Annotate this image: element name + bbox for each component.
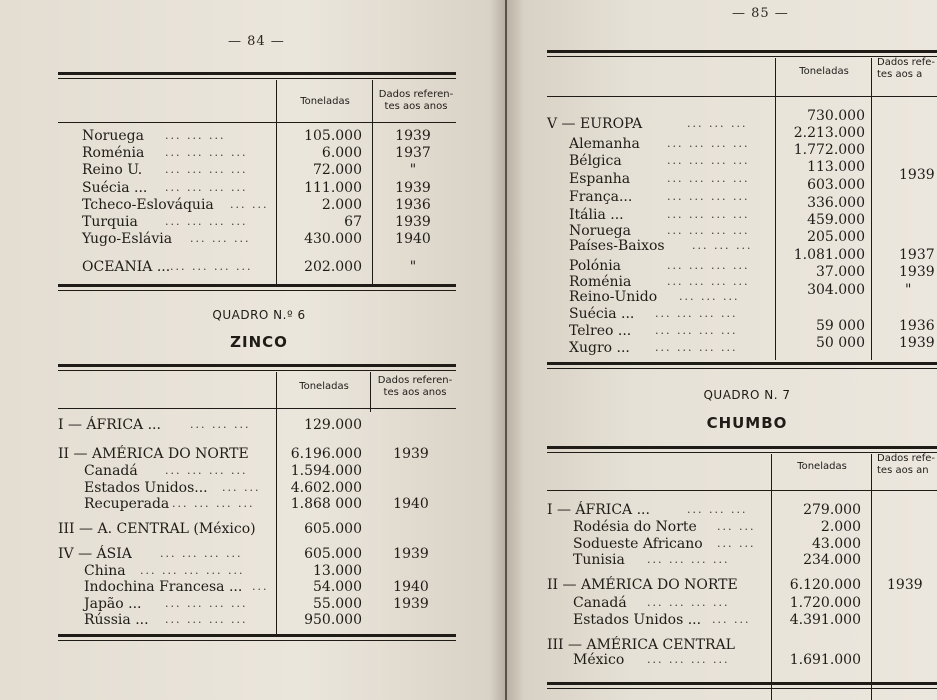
- row-year: 1940: [393, 579, 429, 595]
- row-year: 1939: [393, 546, 429, 562]
- row-year: 1939: [899, 335, 935, 351]
- row-name: Sodueste Africano: [573, 536, 703, 552]
- row-year: 1937: [899, 247, 935, 263]
- row-year: 1939: [393, 446, 429, 462]
- table-rule: [58, 634, 456, 637]
- row-year: ": [409, 162, 417, 178]
- row-year: 1939: [393, 596, 429, 612]
- row-tons: 605.000: [304, 546, 362, 562]
- row-dots: ... ... ... ...: [165, 146, 248, 159]
- row-tons: 1.594.000: [290, 463, 362, 479]
- row-year: 1939: [395, 214, 431, 230]
- row-tons: 279.000: [803, 502, 861, 518]
- column-divider: [370, 372, 371, 412]
- row-name: I — ÁFRICA ...: [58, 417, 161, 433]
- column-divider: [276, 80, 277, 285]
- row-name: Rodésia do Norte: [573, 519, 697, 535]
- row-tons: 50 000: [816, 335, 865, 351]
- row-name: I — ÁFRICA ...: [547, 502, 650, 518]
- row-dots: ...: [252, 580, 269, 593]
- row-tons: 113.000: [807, 159, 865, 175]
- table-rule: [547, 490, 937, 491]
- table-rule: [58, 72, 456, 75]
- row-dots: ... ... ... ...: [667, 224, 750, 237]
- row-year: 1940: [393, 496, 429, 512]
- row-dots: ... ... ...: [165, 129, 226, 142]
- row-name: México: [573, 652, 625, 668]
- row-name: Canadá: [84, 463, 138, 479]
- row-name: Tcheco-Eslováquia: [82, 197, 214, 213]
- row-name: Roménia: [82, 145, 145, 161]
- row-year: 1939: [887, 577, 923, 593]
- row-tons: 1.720.000: [789, 595, 861, 611]
- row-dots: ... ... ... ...: [655, 341, 738, 354]
- table-rule: [58, 408, 456, 409]
- quadro-name: CHUMBO: [706, 414, 788, 432]
- row-name: Tunisia: [573, 552, 625, 568]
- row-year: 1940: [395, 231, 431, 247]
- row-dots: ... ... ... ...: [667, 190, 750, 203]
- row-dots: ... ... ... ...: [172, 497, 255, 510]
- row-tons: 6.120.000: [789, 577, 861, 593]
- table-rule: [58, 284, 456, 287]
- row-tons: 459.000: [807, 212, 865, 228]
- row-name: Reino U.: [82, 162, 143, 178]
- row-name: III — A. CENTRAL (México): [58, 521, 256, 537]
- header-tons: Toneladas: [300, 96, 350, 107]
- row-name: V — EUROPA: [547, 116, 643, 132]
- row-tons: 1.691.000: [789, 652, 861, 668]
- row-tons: 54.000: [313, 579, 362, 595]
- row-dots: ... ... ... ...: [165, 181, 248, 194]
- row-name: Espanha: [569, 171, 631, 187]
- row-dots: ... ... ... ...: [165, 464, 248, 477]
- row-tons: 2.000: [321, 197, 362, 213]
- row-dots: ... ... ... ...: [667, 137, 750, 150]
- table-rule: [58, 364, 456, 367]
- row-tons: 67: [344, 214, 362, 230]
- row-name: Noruega: [82, 128, 144, 144]
- row-dots: ... ...: [712, 613, 751, 626]
- row-dots: ... ... ...: [687, 503, 748, 516]
- row-tons: 43.000: [812, 536, 861, 552]
- page-number: — 84 —: [228, 34, 285, 49]
- header-tons: Toneladas: [299, 381, 349, 392]
- row-tons: 129.000: [304, 417, 362, 433]
- row-dots: ... ... ...: [190, 232, 251, 245]
- row-tons: 605.000: [304, 521, 362, 537]
- row-tons: 202.000: [304, 259, 362, 275]
- row-dots: ... ... ... ...: [667, 208, 750, 221]
- row-dots: ... ...: [222, 481, 261, 494]
- row-name: França...: [569, 189, 633, 205]
- row-dots: ... ... ... ...: [165, 613, 248, 626]
- row-dots: ... ... ... ...: [165, 215, 248, 228]
- row-year: 1939: [395, 180, 431, 196]
- row-tons: 730.000: [807, 108, 865, 124]
- row-tons: 105.000: [304, 128, 362, 144]
- row-dots: ... ... ...: [190, 418, 251, 431]
- header-tons: Toneladas: [799, 66, 849, 77]
- row-tons: 1.772.000: [793, 142, 865, 158]
- row-dots: ... ...: [717, 520, 756, 533]
- row-year: 1939: [899, 264, 935, 280]
- row-dots: ... ... ... ...: [647, 653, 730, 666]
- row-year: 1936: [395, 197, 431, 213]
- quadro-label: QUADRO N. 7: [703, 388, 791, 402]
- row-tons: 37.000: [816, 264, 865, 280]
- row-dots: ... ... ... ...: [667, 275, 750, 288]
- row-dots: ... ... ... ...: [655, 324, 738, 337]
- table-rule: [547, 96, 937, 97]
- header-years: Dados refe-tes aos a: [877, 57, 936, 80]
- table-rule: [547, 368, 937, 369]
- row-name: II — AMÉRICA DO NORTE: [547, 577, 738, 593]
- table-rule: [58, 640, 456, 641]
- table-rule: [58, 122, 456, 123]
- row-name: Recuperada: [84, 496, 170, 512]
- row-tons: 6.000: [321, 145, 362, 161]
- row-dots: ... ... ... ...: [667, 259, 750, 272]
- table-rule: [547, 446, 937, 449]
- row-name: II — AMÉRICA DO NORTE: [58, 446, 249, 462]
- column-divider: [775, 58, 776, 360]
- row-dots: ... ... ... ...: [655, 307, 738, 320]
- row-dots: ... ... ... ...: [647, 553, 730, 566]
- row-dots: ... ... ... ...: [647, 596, 730, 609]
- row-name: Xugro ...: [569, 340, 630, 356]
- row-dots: ... ... ...: [692, 239, 753, 252]
- row-name: Rússia ...: [84, 612, 149, 628]
- row-tons: 111.000: [304, 180, 362, 196]
- table-rule: [58, 370, 456, 371]
- row-name: OCEANIA ...: [82, 259, 171, 275]
- row-tons: 6.196.000: [290, 446, 362, 462]
- row-name: Canadá: [573, 595, 627, 611]
- column-divider: [372, 80, 373, 285]
- table-rule: [547, 682, 937, 685]
- row-dots: ... ...: [230, 198, 269, 211]
- row-name: China: [84, 563, 126, 579]
- row-tons: 1.868 000: [290, 496, 362, 512]
- right-page: [507, 0, 937, 700]
- row-name: Bélgica: [569, 153, 622, 169]
- row-tons: 59 000: [816, 318, 865, 334]
- row-dots: ... ... ...: [687, 117, 748, 130]
- row-tons: 4.391.000: [789, 612, 861, 628]
- header-years: Dados referen-tes aos anos: [378, 89, 454, 112]
- row-dots: ... ... ... ...: [667, 172, 750, 185]
- header-years: Dados referen-tes aos anos: [377, 375, 453, 398]
- table-rule: [58, 78, 456, 79]
- row-name: Indochina Francesa ...: [84, 579, 243, 595]
- row-dots: ... ... ... ...: [165, 163, 248, 176]
- row-tons: 55.000: [313, 596, 362, 612]
- row-year: 1939: [395, 128, 431, 144]
- row-tons: 304.000: [807, 282, 865, 298]
- column-divider: [276, 372, 277, 634]
- row-tons: 2.000: [820, 519, 861, 535]
- row-dots: ... ... ... ... ...: [140, 564, 245, 577]
- row-name: Estados Unidos...: [84, 480, 208, 496]
- table-rule: [547, 362, 937, 365]
- row-name: Telreo ...: [569, 323, 632, 339]
- row-name: Suécia ...: [569, 306, 635, 322]
- row-name: Suécia ...: [82, 180, 148, 196]
- row-dots: ... ... ... ...: [165, 597, 248, 610]
- row-tons: 234.000: [803, 552, 861, 568]
- header-tons: Toneladas: [797, 461, 847, 472]
- row-name: Alemanha: [569, 136, 640, 152]
- row-dots: ... ... ... ...: [160, 547, 243, 560]
- row-name: Turquia: [82, 214, 138, 230]
- row-name: Yugo-Eslávia: [82, 231, 173, 247]
- row-name: Noruega: [569, 223, 631, 239]
- row-name: III — AMÉRICA CENTRAL: [547, 637, 735, 653]
- row-tons: 603.000: [807, 177, 865, 193]
- row-tons: 430.000: [304, 231, 362, 247]
- page-number: — 85 —: [732, 6, 789, 21]
- row-name: Roménia: [569, 274, 632, 290]
- row-year: 1937: [395, 145, 431, 161]
- row-tons: 336.000: [807, 195, 865, 211]
- row-tons: 4.602.000: [290, 480, 362, 496]
- row-tons: 72.000: [313, 162, 362, 178]
- row-dots: ... ... ... ...: [667, 154, 750, 167]
- row-name: Japão ...: [84, 596, 142, 612]
- row-name: Polónia: [569, 258, 622, 274]
- row-tons: 205.000: [807, 229, 865, 245]
- row-name: Países-Baixos: [569, 238, 665, 254]
- row-dots: ... ... ...: [679, 290, 740, 303]
- row-dots: ... ...: [717, 537, 756, 550]
- row-tons: 13.000: [313, 563, 362, 579]
- row-year: 1936: [899, 318, 935, 334]
- row-tons: 2.213.000: [793, 125, 865, 141]
- row-name: Estados Unidos ...: [573, 612, 702, 628]
- quadro-label: QUADRO N.º 6: [212, 308, 306, 322]
- row-year: 1939: [899, 167, 935, 183]
- row-year: ": [905, 282, 912, 298]
- table-rule: [58, 290, 456, 291]
- row-tons: 1.081.000: [793, 247, 865, 263]
- row-name: Itália ...: [569, 207, 624, 223]
- row-tons: 950.000: [304, 612, 362, 628]
- row-name: Reino-Unido: [569, 289, 658, 305]
- row-dots: ... ... ... ...: [170, 260, 253, 273]
- table-rule: [547, 688, 937, 689]
- quadro-name: ZINCO: [230, 333, 288, 351]
- row-name: IV — ÁSIA: [58, 546, 132, 562]
- row-year: ": [409, 259, 417, 275]
- column-divider: [871, 58, 872, 360]
- header-years: Dados refe-tes aos an: [877, 453, 936, 476]
- table-rule: [547, 50, 937, 53]
